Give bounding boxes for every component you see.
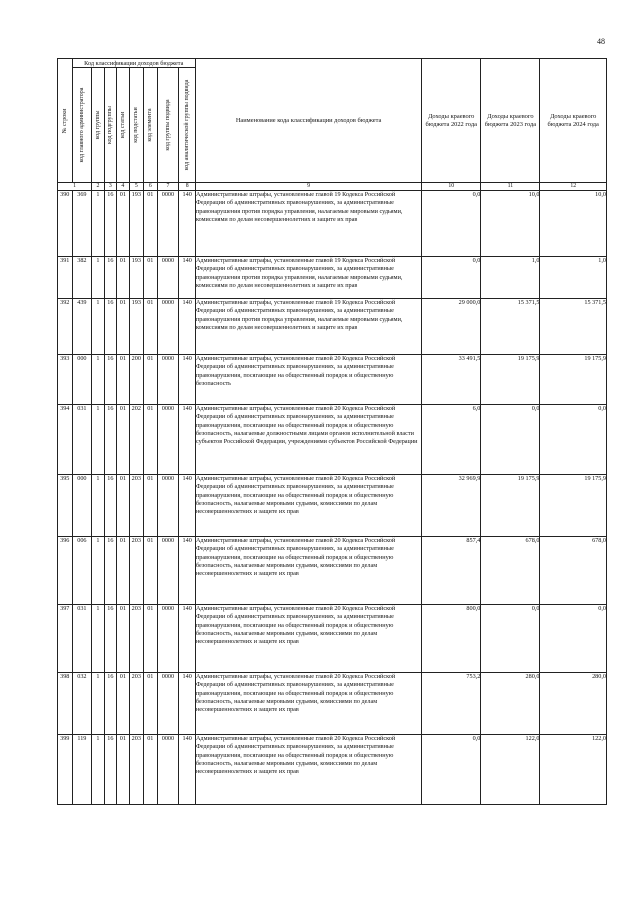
column-numbers-row [58,183,607,191]
element-code-cell: 01 [144,355,157,405]
admin-code-cell: 031 [72,605,92,673]
row-number-cell: 399 [58,735,73,805]
income-2023-cell: 19 175,9 [481,355,540,405]
column-number: 2 [92,183,104,191]
subtype-code-cell: 0000 [157,191,179,257]
subtype-code-cell: 0000 [157,735,179,805]
revenue-name-cell: Административные штрафы, установленные главой 19 Кодекса Российской Федерации об административных правонарушениях, за административные правонарушения против порядка управления, налагаемые мировыми судьями, комиссиями по делам несовершеннолетних и защите их прав [195,191,421,257]
element-code-cell: 01 [144,257,157,299]
income-2022-cell: 0,0 [422,257,481,299]
group-code-cell: 1 [92,673,104,735]
income-2024-cell: 10,0 [540,191,607,257]
subgroup-code-cell: 16 [104,537,116,605]
article-code-cell: 01 [117,299,129,355]
row-number-cell: 395 [58,475,73,537]
subgroup-code-cell: 16 [104,673,116,735]
subgroup-code-cell: 16 [104,605,116,673]
element-code-cell: 01 [144,673,157,735]
group-code-cell: 1 [92,605,104,673]
article-code-cell: 01 [117,537,129,605]
header-subtype-group-code: код группы подвида [157,68,179,183]
subtype-code-cell: 0000 [157,257,179,299]
table-row [58,475,607,537]
income-2023-cell: 1,0 [481,257,540,299]
element-code-cell: 01 [144,735,157,805]
income-2022-cell: 6,0 [422,405,481,475]
table-row [58,537,607,605]
analytic-code-cell: 140 [179,537,196,605]
row-number-cell: 391 [58,257,73,299]
income-2024-cell: 122,0 [540,735,607,805]
column-number: 4 [117,183,129,191]
article-code-cell: 01 [117,673,129,735]
admin-code-cell: 439 [72,299,92,355]
table-row [58,673,607,735]
subarticle-code-cell: 203 [129,537,144,605]
income-2024-cell: 0,0 [540,605,607,673]
header-classification-group: Код классификации доходов бюджета [72,59,195,68]
row-number-cell: 396 [58,537,73,605]
table-row [58,257,607,299]
analytic-code-cell: 140 [179,475,196,537]
analytic-code-cell: 140 [179,405,196,475]
admin-code-cell: 000 [72,475,92,537]
column-number: 12 [540,183,607,191]
subgroup-code-cell: 16 [104,475,116,537]
table-row [58,191,607,257]
group-code-cell: 1 [92,257,104,299]
column-number: 3 [104,183,116,191]
column-number: 10 [422,183,481,191]
element-code-cell: 01 [144,537,157,605]
header-name: Наименование кода классификации доходов бюджета [195,59,421,183]
income-2022-cell: 0,0 [422,735,481,805]
header-income-2023: Доходы краевого бюджета 2023 года [481,59,540,183]
row-number-cell: 394 [58,405,73,475]
group-code-cell: 1 [92,355,104,405]
column-number: 7 [157,183,179,191]
element-code-cell: 01 [144,475,157,537]
subtype-code-cell: 0000 [157,355,179,405]
element-code-cell: 01 [144,605,157,673]
header-subarticle-code: код подстатьи [129,68,144,183]
revenue-name-cell: Административные штрафы, установленные главой 20 Кодекса Российской Федерации об административных правонарушениях, за административные правонарушения, посягающие на общественный порядок и общественную безопасность, налагаемые мировыми судьями, комиссиями по делам несовершеннолетних и защите их прав [195,475,421,537]
header-element-code: код элемента [144,68,157,183]
group-code-cell: 1 [92,537,104,605]
admin-code-cell: 006 [72,537,92,605]
subarticle-code-cell: 200 [129,355,144,405]
income-2022-cell: 857,4 [422,537,481,605]
subgroup-code-cell: 16 [104,299,116,355]
column-number: 6 [144,183,157,191]
group-code-cell: 1 [92,475,104,537]
revenue-name-cell: Административные штрафы, установленные главой 20 Кодекса Российской Федерации об административных правонарушениях, за административные правонарушения, посягающие на общественный порядок и общественную безопасность, налагаемые мировыми судьями, комиссиями по делам несовершеннолетних и защите их прав [195,673,421,735]
subgroup-code-cell: 16 [104,735,116,805]
analytic-code-cell: 140 [179,735,196,805]
article-code-cell: 01 [117,191,129,257]
income-2024-cell: 19 175,9 [540,355,607,405]
subtype-code-cell: 0000 [157,673,179,735]
element-code-cell: 01 [144,191,157,257]
revenue-table [57,58,607,805]
subarticle-code-cell: 203 [129,605,144,673]
admin-code-cell: 119 [72,735,92,805]
group-code-cell: 1 [92,735,104,805]
row-number-cell: 397 [58,605,73,673]
subarticle-code-cell: 193 [129,299,144,355]
income-2023-cell: 19 175,9 [481,475,540,537]
income-2023-cell: 280,0 [481,673,540,735]
income-2022-cell: 800,0 [422,605,481,673]
subarticle-code-cell: 202 [129,405,144,475]
analytic-code-cell: 140 [179,299,196,355]
header-group-code: код группы [92,68,104,183]
income-2023-cell: 0,0 [481,405,540,475]
subgroup-code-cell: 16 [104,355,116,405]
row-number-cell: 392 [58,299,73,355]
admin-code-cell: 000 [72,355,92,405]
subtype-code-cell: 0000 [157,605,179,673]
subtype-code-cell: 0000 [157,405,179,475]
income-2024-cell: 678,0 [540,537,607,605]
subarticle-code-cell: 203 [129,735,144,805]
income-2024-cell: 19 175,9 [540,475,607,537]
subgroup-code-cell: 16 [104,191,116,257]
row-number-cell: 398 [58,673,73,735]
income-2022-cell: 0,0 [422,191,481,257]
subarticle-code-cell: 193 [129,191,144,257]
income-2022-cell: 29 000,0 [422,299,481,355]
analytic-code-cell: 140 [179,673,196,735]
element-code-cell: 01 [144,405,157,475]
group-code-cell: 1 [92,299,104,355]
revenue-name-cell: Административные штрафы, установленные главой 19 Кодекса Российской Федерации об административных правонарушениях, за административные правонарушения против порядка управления, налагаемые мировыми судьями, комиссиями по делам несовершеннолетних и защите их прав [195,257,421,299]
table-row [58,405,607,475]
subarticle-code-cell: 203 [129,673,144,735]
subgroup-code-cell: 16 [104,405,116,475]
income-2023-cell: 122,0 [481,735,540,805]
income-2024-cell: 1,0 [540,257,607,299]
column-number: 1 [58,183,92,191]
revenue-name-cell: Административные штрафы, установленные главой 20 Кодекса Российской Федерации об административных правонарушениях, за административные правонарушения, посягающие на общественный порядок и общественную безопасность [195,355,421,405]
table-row [58,299,607,355]
table-row [58,605,607,673]
column-number: 8 [179,183,196,191]
header-analytic-group-code: код аналитической группы подвида [179,68,196,183]
column-number: 11 [481,183,540,191]
column-number: 5 [129,183,144,191]
revenue-name-cell: Административные штрафы, установленные главой 20 Кодекса Российской Федерации об административных правонарушениях, за административные правонарушения, посягающие на общественный порядок и общественную безопасность, налагаемые мировыми судьями, комиссиями по делам несовершеннолетних и защите их прав [195,735,421,805]
subtype-code-cell: 0000 [157,475,179,537]
row-number-cell: 393 [58,355,73,405]
article-code-cell: 01 [117,735,129,805]
admin-code-cell: 369 [72,191,92,257]
subarticle-code-cell: 203 [129,475,144,537]
article-code-cell: 01 [117,405,129,475]
table-row [58,735,607,805]
column-number: 9 [195,183,421,191]
subarticle-code-cell: 193 [129,257,144,299]
income-2024-cell: 15 371,5 [540,299,607,355]
table-row [58,355,607,405]
income-2024-cell: 280,0 [540,673,607,735]
revenue-name-cell: Административные штрафы, установленные главой 19 Кодекса Российской Федерации об административных правонарушениях, за административные правонарушения против порядка управления, налагаемые мировыми судьями, комиссиями по делам несовершеннолетних и защите их прав [195,299,421,355]
article-code-cell: 01 [117,605,129,673]
income-2023-cell: 15 371,5 [481,299,540,355]
revenue-name-cell: Административные штрафы, установленные главой 20 Кодекса Российской Федерации об административных правонарушениях, за административные правонарушения, посягающие на общественный порядок и общественную безопасность, налагаемые мировыми судьями, комиссиями по делам несовершеннолетних и защите их прав [195,537,421,605]
income-2022-cell: 753,2 [422,673,481,735]
group-code-cell: 1 [92,191,104,257]
income-2023-cell: 10,0 [481,191,540,257]
revenue-name-cell: Административные штрафы, установленные главой 20 Кодекса Российской Федерации об административных правонарушениях, за административные правонарушения, посягающие на общественный порядок и общественную безопасность, налагаемые мировыми судьями, комиссиями по делам несовершеннолетних и защите их прав [195,605,421,673]
header-income-2022: Доходы краевого бюджета 2022 года [422,59,481,183]
header-admin-code: код главного администратора [72,68,92,183]
element-code-cell: 01 [144,299,157,355]
admin-code-cell: 032 [72,673,92,735]
admin-code-cell: 382 [72,257,92,299]
subtype-code-cell: 0000 [157,299,179,355]
analytic-code-cell: 140 [179,605,196,673]
header-income-2024: Доходы краевого бюджета 2024 года [540,59,607,183]
admin-code-cell: 031 [72,405,92,475]
income-2023-cell: 0,0 [481,605,540,673]
article-code-cell: 01 [117,355,129,405]
income-2024-cell: 0,0 [540,405,607,475]
header-article-code: код статьи [117,68,129,183]
group-code-cell: 1 [92,405,104,475]
row-number-cell: 390 [58,191,73,257]
income-2023-cell: 678,0 [481,537,540,605]
page-number: 48 [597,37,605,46]
subtype-code-cell: 0000 [157,537,179,605]
analytic-code-cell: 140 [179,191,196,257]
analytic-code-cell: 140 [179,355,196,405]
header-row-number: № строки [58,59,73,183]
income-2022-cell: 33 491,5 [422,355,481,405]
article-code-cell: 01 [117,475,129,537]
income-2022-cell: 32 969,9 [422,475,481,537]
analytic-code-cell: 140 [179,257,196,299]
article-code-cell: 01 [117,257,129,299]
header-subgroup-code: код подгруппы [104,68,116,183]
subgroup-code-cell: 16 [104,257,116,299]
revenue-name-cell: Административные штрафы, установленные главой 20 Кодекса Российской Федерации об административных правонарушениях, за административные правонарушения, посягающие на общественный порядок и общественную безопасность, налагаемые должностными лицами органов исполнительной власти субъектов Российской Федерации, учреждениями субъектов Российской Федерации [195,405,421,475]
